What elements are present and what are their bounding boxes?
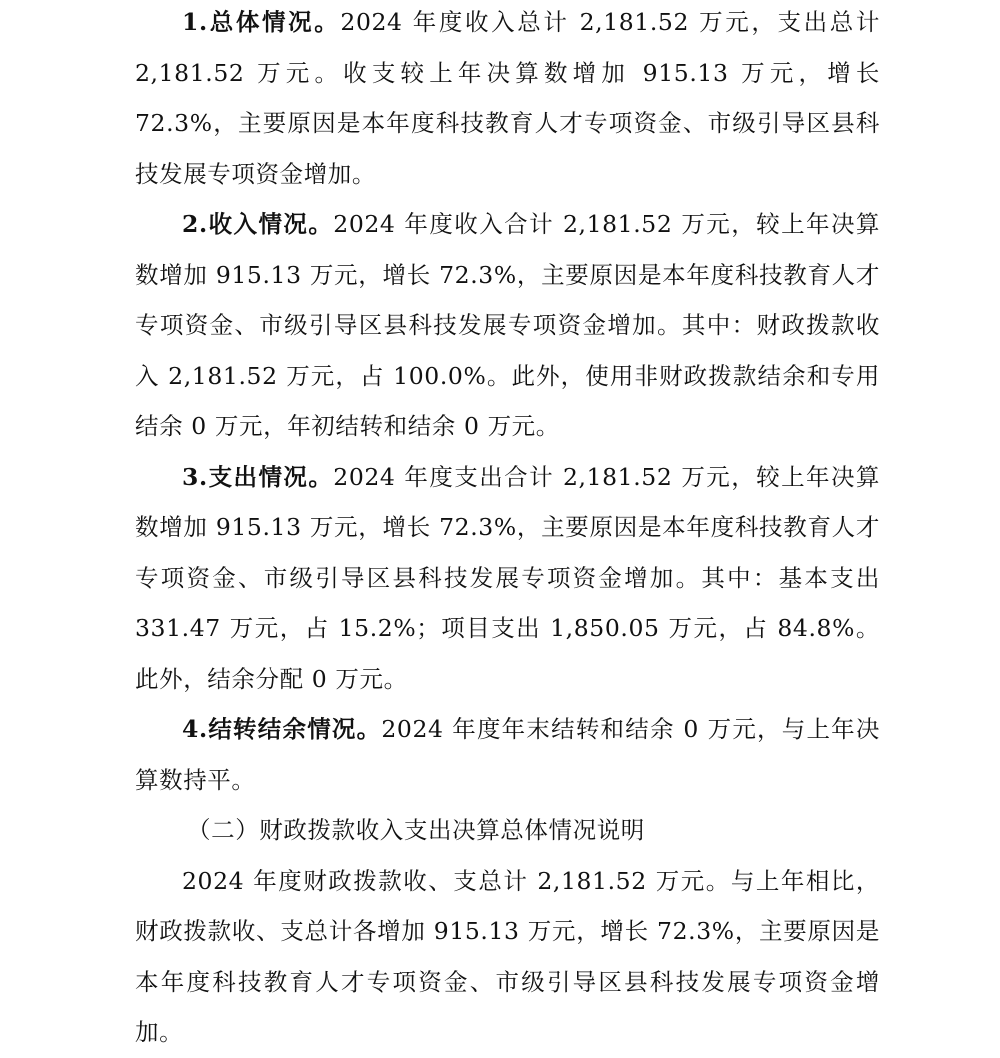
section-income-body: 2024 年度收入合计 2,181.52 万元，较上年决算数增加 915.13 万元，增长 72.3%，主要原因是本年度科技教育人才专项资金、市级引导区县科技发展专项资金增加。其中：财政拨款收入 2,181.52 万元，占 100.0%。此外，使用非财政拨款结余和专用结余 0 万元，年初结转和结余 0 万元。 (135, 210, 880, 440)
section-expenditure (135, 452, 880, 705)
subheading-fiscal-summary: （二）财政拨款收入支出决算总体情况说明 (187, 816, 645, 844)
section-overall (135, 0, 880, 199)
section-expenditure-title: 3.支出情况。 (182, 462, 334, 491)
section-expenditure-body: 2024 年度支出合计 2,181.52 万元，较上年决算数增加 915.13 万元，增长 72.3%，主要原因是本年度科技教育人才专项资金、市级引导区县科技发展专项资金增加。其中：基本支出 331.47 万元，占 15.2%；项目支出 1,850.05 万元，占 84.8%。此外，结余分配 0 万元。 (135, 462, 880, 693)
section-income (135, 199, 880, 452)
section-overall-body: 2024 年度收入总计 2,181.52 万元，支出总计 2,181.52 万元。收支较上年决算数增加 915.13 万元，增长 72.3%，主要原因是本年度科技教育人才专项资金、市级引导区县科技发展专项资金增加。 (135, 8, 880, 188)
section-income-title: 2.收入情况。 (182, 210, 334, 238)
section-overall-title: 1.总体情况。 (182, 8, 341, 36)
section-carryover-body: 2024 年度年末结转和结余 0 万元，与上年决算数持平。 (135, 715, 880, 794)
section-carryover-title: 4.结转结余情况。 (182, 715, 382, 743)
fiscal-summary-paragraph: 2024 年度财政拨款收、支总计 2,181.52 万元。与上年相比，财政拨款收、支总计各增加 915.13 万元，增长 72.3%，主要原因是本年度科技教育人才专项资金、市级引导区县科技发展专项资金增加。 (135, 866, 880, 1046)
section-carryover (135, 704, 880, 805)
document-page (135, 0, 880, 1058)
